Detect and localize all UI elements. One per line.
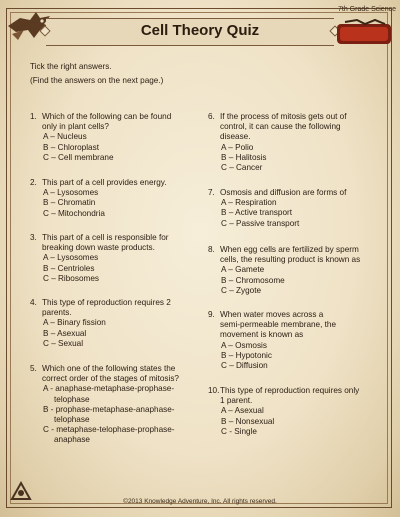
question-6: 6. If the process of mitosis gets out of control, it can cause the following disease. A – Polio B – Halitosis C – Cancer — [208, 112, 383, 173]
question-2: 2. This part of a cell provides energy. A – Lysosomes B – Chromatin C – Mitochondria — [30, 178, 200, 219]
option-10c[interactable]: C - Single — [221, 426, 257, 436]
question-8: 8. When egg cells are fertilized by sperm cells, the resulting product is known as A – Gamete B – Chromosome C – Zygote — [208, 245, 386, 296]
option-4a[interactable]: A – Binary fission — [43, 318, 106, 328]
question-1: 1. Which of the following can be found only in plant cells? A – Nucleus B – Chloroplast C – Cell membrane — [30, 112, 200, 163]
option-6a[interactable]: A – Polio — [221, 142, 254, 152]
question-7: 7. Osmosis and diffusion are forms of A – Respiration B – Active transport C – Passive transport — [208, 188, 383, 229]
option-1c[interactable]: C – Cell membrane — [43, 152, 114, 162]
option-7c[interactable]: C – Passive transport — [221, 218, 300, 228]
instruction-line-2: (Find the answers on the next page.) — [30, 76, 164, 85]
question-5: 5. Which one of the following states the correct order of the stages of mitosis? A - anaphase-metaphase-prophase- telophase B - prophase-metaphase-anaphase- telophase C - metaphase-telophase-prophase- anaphase — [30, 364, 205, 446]
option-9b[interactable]: B – Hypotonic — [221, 350, 272, 360]
question-10: 10. This type of reproduction requires only 1 parent. A – Asexual B – Nonsexual C - Single — [208, 386, 386, 437]
option-7a[interactable]: A – Respiration — [221, 198, 277, 208]
option-4c[interactable]: C – Sexual — [43, 338, 84, 348]
page-title: Cell Theory Quiz — [140, 22, 260, 39]
option-6b[interactable]: B – Halitosis — [221, 152, 267, 162]
option-3b[interactable]: B – Centrioles — [43, 263, 95, 273]
question-3: 3. This part of a cell is responsible for breaking down waste products. A – Lysosomes B – Centrioles C – Ribosomes — [30, 233, 200, 284]
option-6c[interactable]: C – Cancer — [221, 163, 263, 173]
option-4b[interactable]: B – Asexual — [43, 328, 87, 338]
option-9c[interactable]: C – Diffusion — [221, 361, 268, 371]
question-4: 4. This type of reproduction requires 2 parents. A – Binary fission B – Asexual C – Sexual — [30, 298, 200, 349]
option-5a[interactable]: A - anaphase-metaphase-prophase- — [43, 384, 175, 394]
option-9a[interactable]: A – Osmosis — [221, 340, 267, 350]
option-8a[interactable]: A – Gamete — [221, 265, 265, 275]
question-9: 9. When water moves across a semi-permeable membrane, the movement is known as A – Osmosis B – Hypotonic C – Diffusion — [208, 310, 383, 371]
option-5b[interactable]: B - prophase-metaphase-anaphase- — [43, 404, 175, 414]
option-3c[interactable]: C – Ribosomes — [43, 273, 99, 283]
option-10b[interactable]: B – Nonsexual — [221, 416, 275, 426]
option-3a[interactable]: A – Lysosomes — [43, 253, 99, 263]
option-2c[interactable]: C – Mitochondria — [43, 208, 105, 218]
option-8b[interactable]: B – Chromosome — [221, 275, 285, 285]
option-1a[interactable]: A – Nucleus — [43, 132, 87, 142]
option-2a[interactable]: A – Lysosomes — [43, 188, 99, 198]
option-10a[interactable]: A – Asexual — [221, 406, 264, 416]
option-5c[interactable]: C - metaphase-telophase-prophase- — [43, 425, 175, 435]
grade-label: 7th Grade Science — [338, 6, 396, 13]
instruction-line-1: Tick the right answers. — [30, 62, 112, 71]
option-2b[interactable]: B – Chromatin — [43, 198, 96, 208]
dragon-logo — [335, 18, 393, 48]
copyright-footer: ©2013 Knowledge Adventure, Inc. All rights reserved. — [123, 498, 277, 505]
option-1b[interactable]: B – Chloroplast — [43, 142, 99, 152]
option-7b[interactable]: B – Active transport — [221, 208, 292, 218]
option-8c[interactable]: C – Zygote — [221, 285, 262, 295]
